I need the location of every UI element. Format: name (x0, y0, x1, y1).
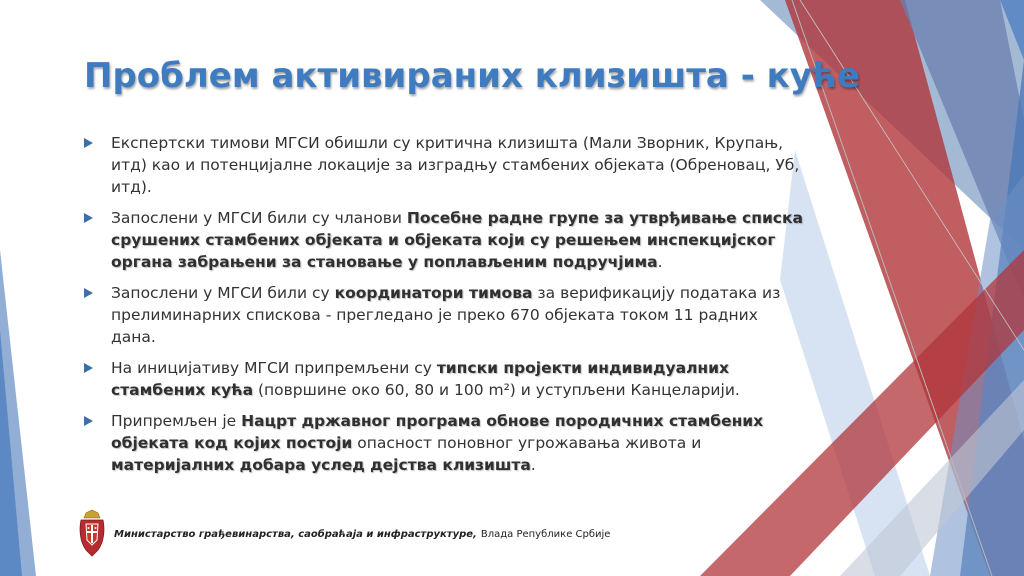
coat-of-arms-icon (78, 508, 106, 560)
bullet-emphasis: Нацрт државног програма обнове породичних стамбених објеката код којих постоји (111, 412, 764, 452)
footer-government: Влада Републике Србије (480, 528, 611, 540)
bullet-text: за верификацију података из прелиминарних спискова - прегледано је преко 670 објеката током 11 радних дана. (111, 284, 781, 346)
bullet-text: . (657, 253, 663, 271)
bullet-emphasis: Посебне радне групе за утврђивање списка срушених стамбених објеката и објеката који су решењем инспекцијског органа забрањени за становање у поплављеним подручјима (111, 209, 803, 271)
bullet-text: опасност поновног угрожавања живота и (352, 434, 702, 452)
bullet-emphasis: координатори тимова (334, 284, 533, 302)
bullet-text: Запослени у МГСИ били су (111, 284, 335, 302)
bullet-text: На иницијативу МГСИ припремљени су (111, 359, 437, 377)
bullet-arrow-icon (84, 363, 93, 373)
bullet-arrow-icon (84, 213, 93, 223)
title-suffix: - куће (740, 56, 860, 96)
bullet-item (84, 410, 804, 476)
bullet-text: Припремљен је (111, 412, 242, 430)
bullet-emphasis: материјалних добара услед дејства клизишта (111, 456, 531, 474)
bullet-text: (површине око 60, 80 и 100 m²) и уступљени Канцеларији. (253, 381, 740, 399)
title-main: Проблем активираних клизишта (84, 56, 729, 96)
bullet-item (84, 282, 804, 348)
bullet-arrow-icon (84, 138, 93, 148)
bullet-text: . (530, 456, 536, 474)
bullet-item (84, 207, 804, 273)
bullet-text: Експертски тимови МГСИ обишли су критична клизишта (Мали Зворник, Крупањ, итд) као и потенцијалне локације за изградњу стамбених објеката (Обреновац, Уб, итд). (111, 134, 800, 196)
bullet-item (84, 132, 804, 198)
bullet-emphasis: типски пројекти индивидуалних стамбених кућа (111, 359, 730, 399)
bullet-text: Запослени у МГСИ били су чланови (111, 209, 407, 227)
slide-title (84, 56, 860, 96)
footer-ministry: Министарство грађевинарства, саобраћаја и инфраструктуре, (114, 528, 477, 540)
bullet-list (84, 132, 804, 485)
bullet-arrow-icon (84, 288, 93, 298)
footer (78, 508, 610, 560)
bullet-arrow-icon (84, 416, 93, 426)
bullet-item (84, 357, 804, 401)
